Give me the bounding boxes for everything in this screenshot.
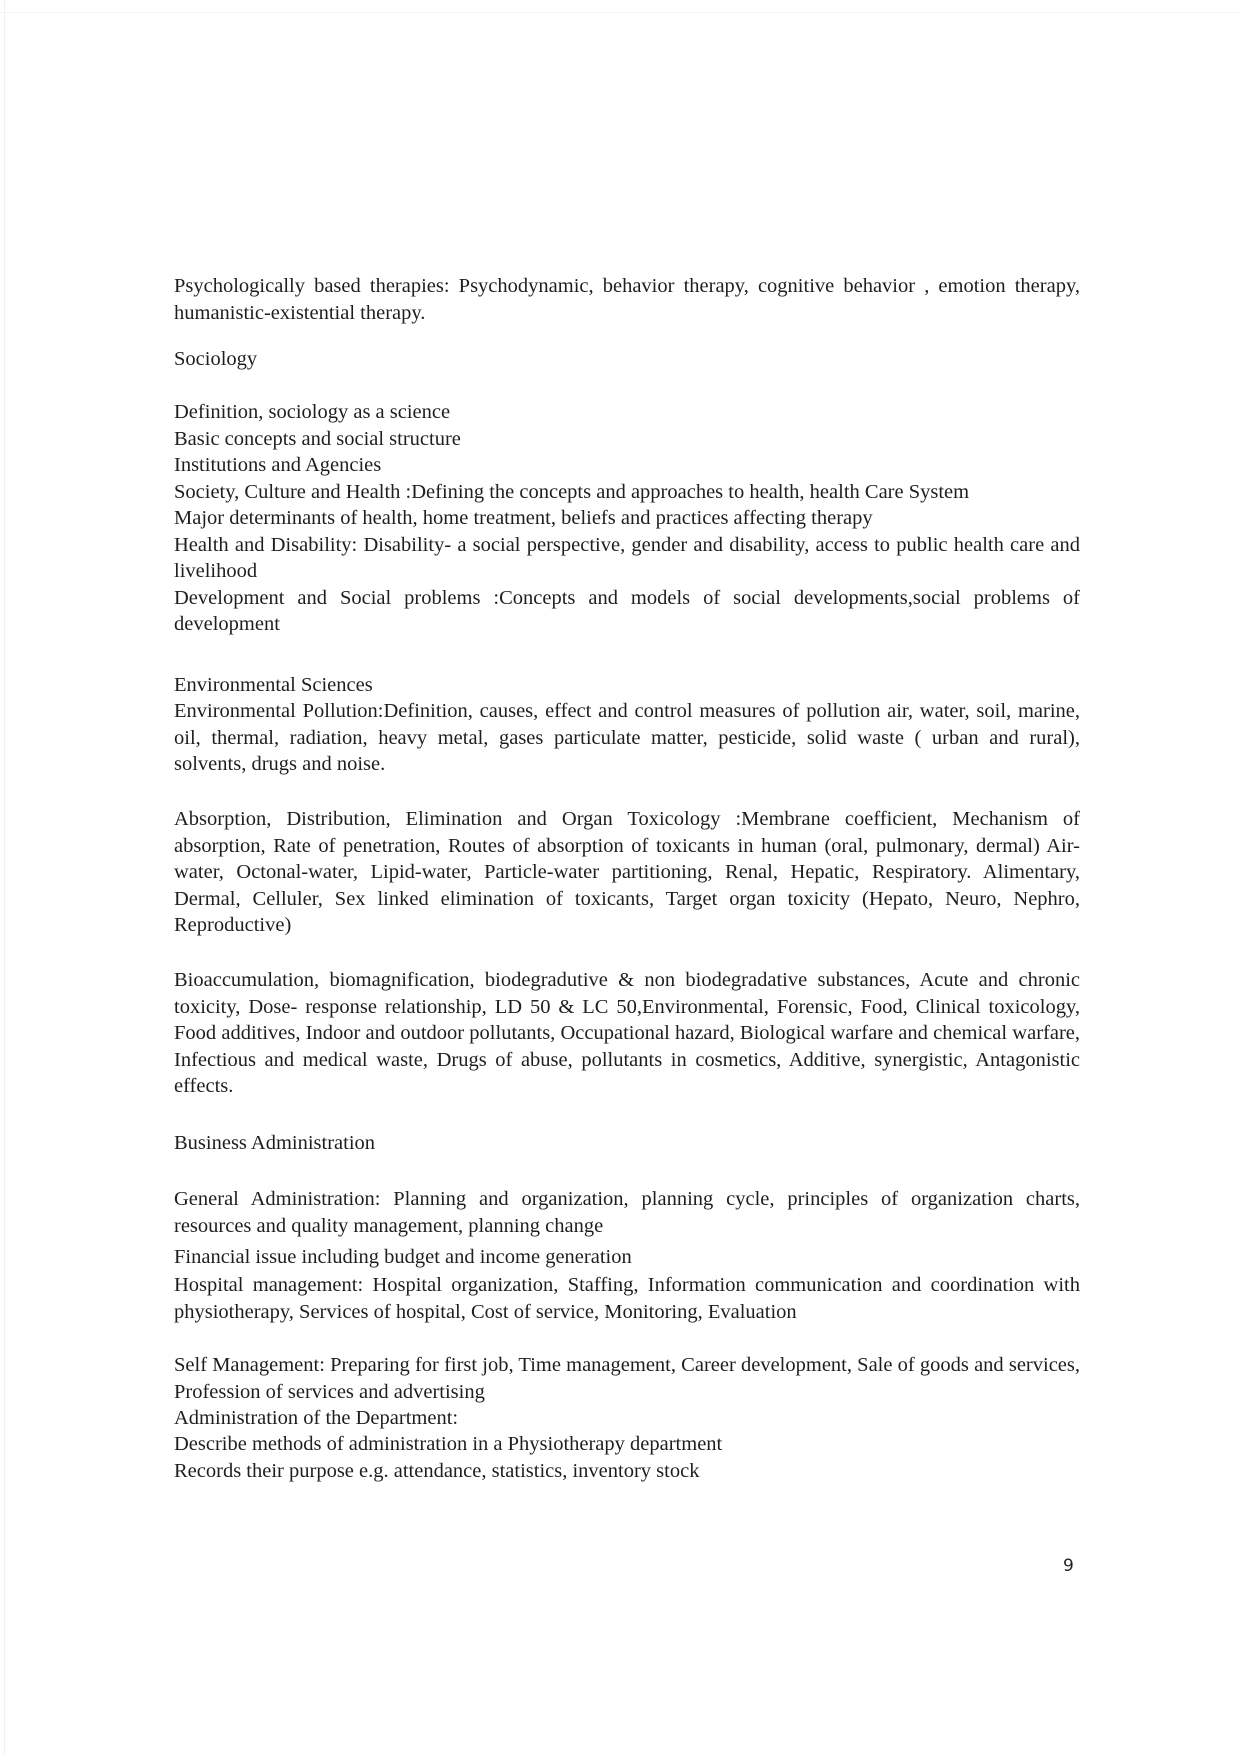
sociology-item: Basic concepts and social structure — [174, 427, 461, 450]
sociology-item: Institutions and Agencies — [174, 454, 382, 476]
sociology-heading: Sociology — [174, 348, 258, 370]
administration-methods-line: Describe methods of administration in a Physiotherapy department — [174, 1433, 723, 1455]
sociology-item: Major determinants of health, home treatment, beliefs and practices affecting therapy — [174, 507, 873, 529]
department-administration-line: Administration of the Department: — [174, 1407, 459, 1429]
bioaccumulation-paragraph: Bioaccumulation, biomagnification, biodegradutive & non biodegradative substances, Acute and chronic toxicity, Dose- response relationship, LD 50 & LC 50,Environmental, Forensic, Food, Clinical toxicology, Food additives, Indoor and outdoor pollutants, Occupational hazard, Biological warfare and chemical warfare, Infectious and medical waste, Drugs of abuse, pollutants in cosmetics, Additive, synergistic, Antagonistic effects. — [174, 969, 1080, 1097]
sociology-item: Definition, sociology as a science — [174, 401, 451, 423]
sociology-item: Society, Culture and Health :Defining the concepts and approaches to health, health Care System — [174, 480, 970, 503]
general-administration-paragraph: General Administration: Planning and organization, planning cycle, principles of organization charts, resources and quality management, planning change — [174, 1188, 1080, 1237]
self-management-paragraph: Self Management: Preparing for first job, Time management, Career development, Sale of goods and services, Profession of services and advertising — [174, 1354, 1080, 1403]
organ-toxicology-paragraph: Absorption, Distribution, Elimination and Organ Toxicology :Membrane coefficient, Mechanism of absorption, Rate of penetration, Routes of absorption of toxicants in human (oral, pulmonary, dermal) Air-water, Octonal-water, Lipid-water, Particle-water partitioning, Renal, Hepatic, Respiratory. Alimentary, Dermal, Celluler, Sex linked elimination of toxicants, Target organ toxicity (Hepato, Neuro, Nephro, Reproductive) — [174, 808, 1080, 936]
sociology-item: Health and Disability: Disability- a social perspective, gender and disability, access to public health care and livelihood — [174, 533, 1080, 582]
psych-therapies-paragraph: Psychologically based therapies: Psychodynamic, behavior therapy, cognitive behavior , emotion therapy, humanistic-existential therapy. — [174, 275, 1080, 324]
scan-edge-left — [4, 0, 5, 1754]
environmental-heading: Environmental Sciences — [174, 674, 373, 696]
scan-edge-top — [0, 12, 1241, 13]
records-purpose-line: Records their purpose e.g. attendance, statistics, inventory stock — [174, 1460, 700, 1482]
financial-issue-line: Financial issue including budget and income generation — [174, 1246, 632, 1268]
sociology-list — [174, 399, 1080, 638]
environmental-pollution-paragraph: Environmental Pollution:Definition, causes, effect and control measures of pollution air, water, soil, marine, oil, thermal, radiation, heavy metal, gases particulate matter, pesticide, solid waste ( urban and rural), solvents, drugs and noise. — [174, 700, 1080, 775]
hospital-management-paragraph: Hospital management: Hospital organization, Staffing, Information communication and coordination with physiotherapy, Services of hospital, Cost of service, Monitoring, Evaluation — [174, 1274, 1080, 1323]
page-number: 9 — [1063, 1556, 1074, 1576]
sociology-item: Development and Social problems :Concepts and models of social developments,social problems of development — [174, 586, 1080, 635]
business-heading: Business Administration — [174, 1132, 376, 1154]
